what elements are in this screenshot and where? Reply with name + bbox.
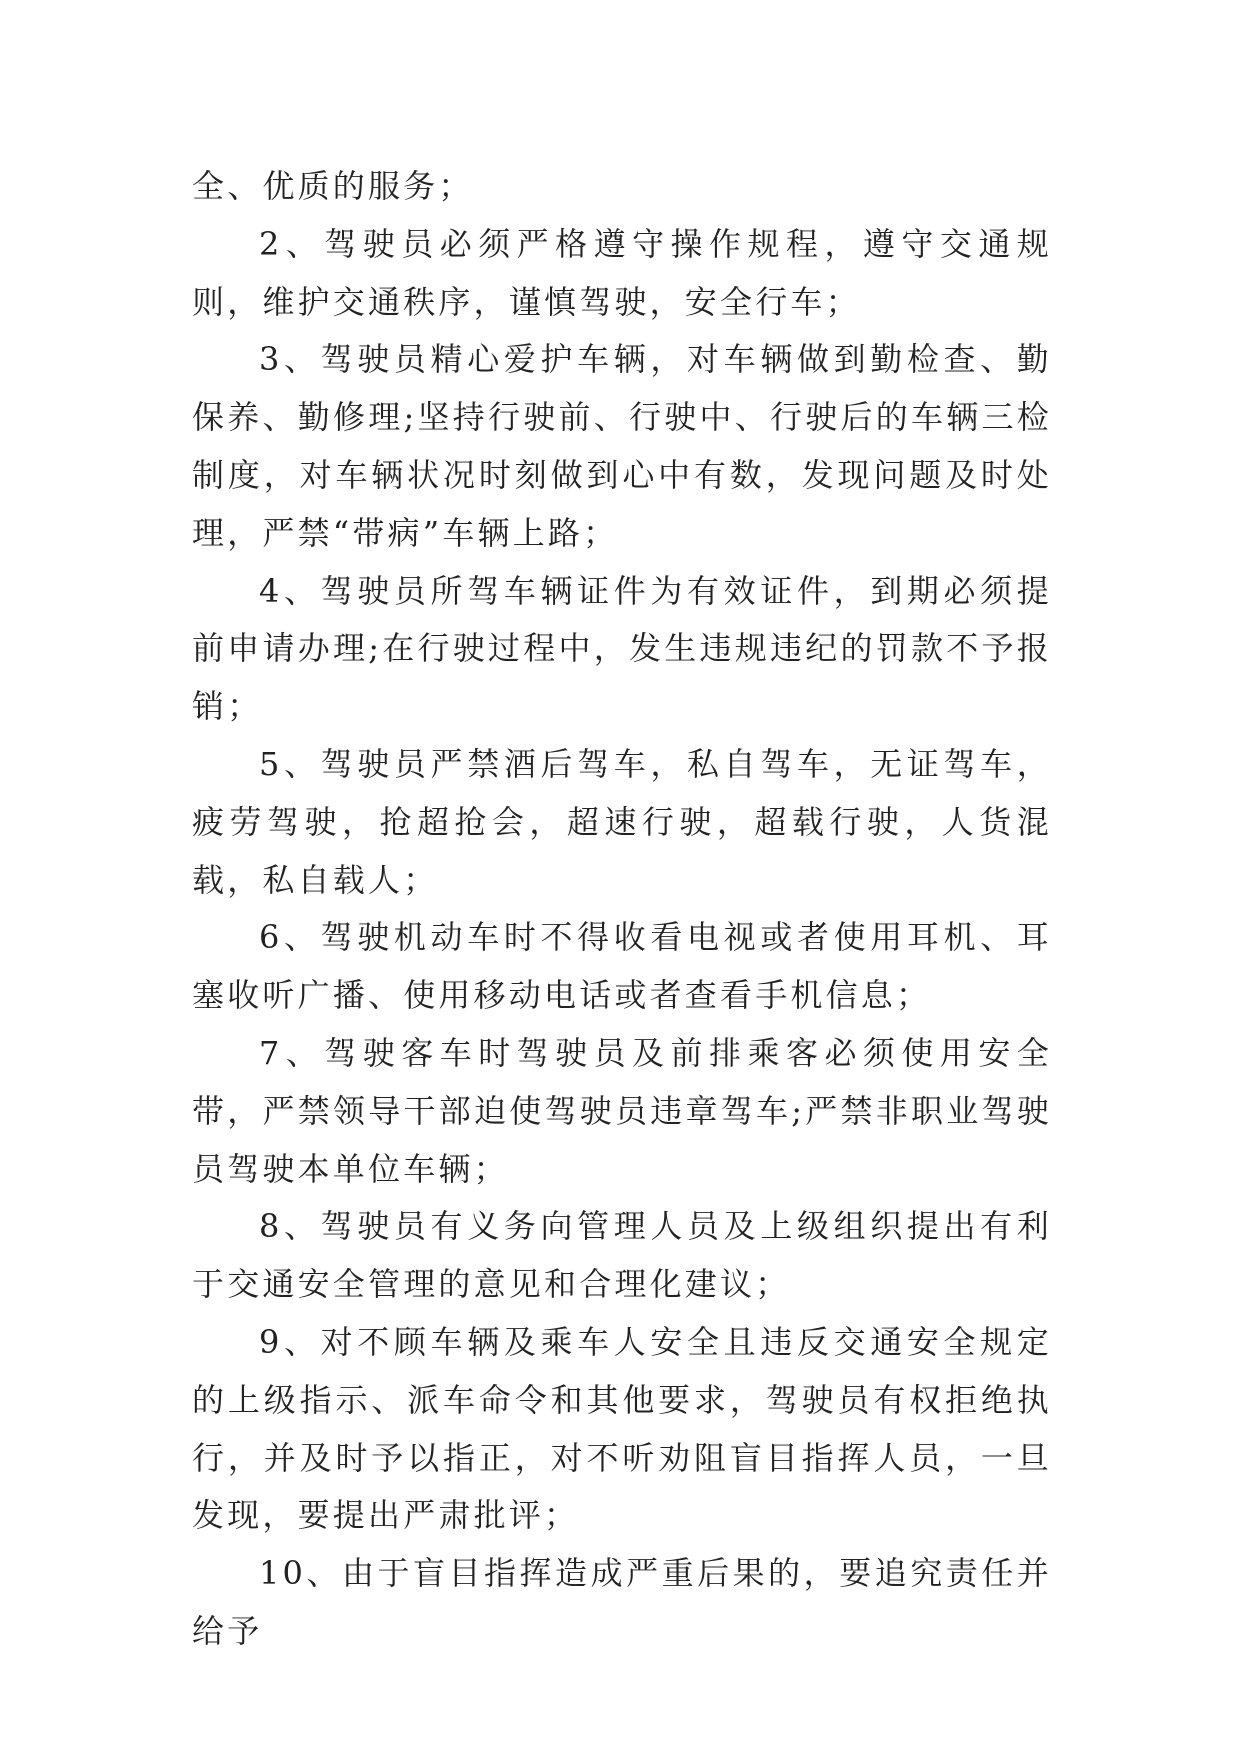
paragraph-item-8: 8、驾驶员有义务向管理人员及上级组织提出有利于交通安全管理的意见和合理化建议； xyxy=(192,1207,1052,1304)
paragraph-item-10: 10、由于盲目指挥造成严重后果的，要追究责任并给予 xyxy=(192,1554,1052,1650)
paragraph-item-3: 3、驾驶员精心爱护车辆，对车辆做到勤检查、勤保养、勤修理;坚持行驶前、行驶中、行驶后的车辆三检制度，对车辆状况时刻做到心中有数，发现问题及时处理，严禁“带病”车辆上路； xyxy=(192,340,1052,552)
paragraph-item-5: 5、驾驶员严禁酒后驾车，私自驾车，无证驾车，疲劳驾驶，抢超抢会，超速行驶，超载行驶，人货混载，私自载人； xyxy=(192,744,1052,899)
paragraph-continuation: 全、优质的服务； xyxy=(192,167,474,205)
paragraph-item-6: 6、驾驶机动车时不得收看电视或者使用耳机、耳塞收听广播、使用移动电话或者查看手机信息； xyxy=(192,918,1052,1015)
paragraph-item-2: 2、驾驶员必须严格遵守操作规程，遵守交通规则，维护交通秩序，谨慎驾驶，安全行车； xyxy=(192,224,1052,321)
paragraph-item-9: 9、对不顾车辆及乘车人安全且违反交通安全规定的上级指示、派车命令和其他要求，驾驶员有权拒绝执行，并及时予以指正，对不听劝阻盲目指挥人员，一旦发现，要提出严肃批评； xyxy=(192,1322,1052,1535)
paragraph-item-4: 4、驾驶员所驾车辆证件为有效证件，到期必须提前申请办理;在行驶过程中，发生违规违纪的罚款不予报销； xyxy=(192,571,1052,726)
document-body xyxy=(192,158,1052,1661)
paragraph-item-7: 7、驾驶客车时驾驶员及前排乘客必须使用安全带，严禁领导干部迫使驾驶员违章驾车;严禁非职业驾驶员驾驶本单位车辆； xyxy=(192,1033,1052,1188)
